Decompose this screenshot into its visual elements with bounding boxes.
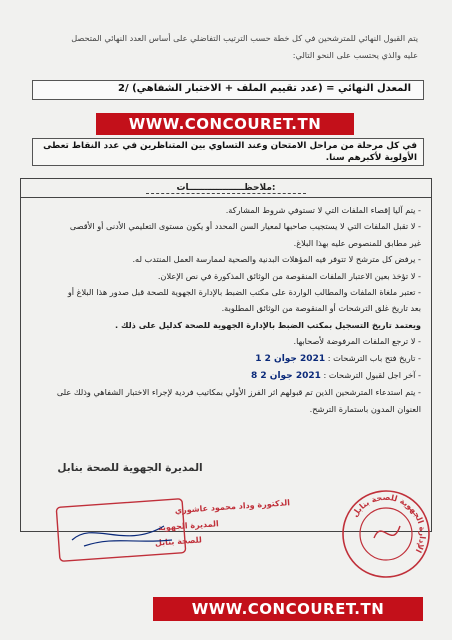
stamp-left-line-1: الدكتورة وداد محمود عاشوري [174,498,291,516]
intro-line-2: عليه والذي يحتسب على النحو التالي: [292,50,418,60]
official-stamp-left [54,498,291,560]
notes-heading-text: ملاحظــــــــــــــــــات: [146,183,305,194]
watermark-banner-bottom[interactable]: WWW.CONCOURET.TN [153,597,423,621]
stamp-left-line-2: المديرة الجهوية [157,519,220,533]
close-date-value: 2021 جوان 2 8 [250,371,321,382]
close-date-label: - آخر اجل لقبول الترشحات : [323,370,421,381]
stamp-right-ring-text: الإدارة الجهوية للصحة بنابل [350,492,428,555]
formula-box [32,80,424,100]
note-line: غير مطابق للمنصوص عليه بهذا البلاغ. [293,237,421,248]
watermark-banner-top[interactable]: WWW.CONCOURET.TN [96,113,354,135]
note-line-close-date [31,367,421,384]
intro-paragraph [38,30,418,64]
official-stamp-right [340,488,432,580]
note-line: - يتم استدعاء المترشحين الذين تم قبولهم اثر الفرز الأولي بمكاتيب فردية لإجراء الاختبار الشفاهي وذلك على [56,387,421,398]
intro-line-1: يتم القبول النهائي للمترشحين في كل خطة حسب الترتيب التفاضلي على أساس العدد النهائي المتحصل [71,33,418,43]
note-line: - يرفض كل مترشح لا تتوفر فيه المؤهلات البدنية والصحية لممارسة العمل المنتدب له. [132,254,421,265]
open-date-value: 2021 جوان 2 1 [255,353,326,364]
note-line: العنوان المدون باستمارة الترشح. [309,403,421,414]
note-line: بعد تاريخ غلق الترشحات أو المنقوصة من الوثائق المطلوبة. [221,303,421,314]
note-line: - لا تؤخذ بعين الاعتبار الملفات المنقوصة من الوثائق المذكورة في نص الإعلان. [157,270,421,281]
formula-text: المعدل النهائي = (عدد تقييم الملف + الاختبار الشفاهي) /2 [117,83,411,94]
note-line-open-date [31,350,421,367]
notes-list [21,198,431,417]
priority-box [32,138,424,166]
note-line: ويعتمد تاريخ التسجيل بمكتب الضبط بالإدارة الجهوية للصحة كدليل على ذلك . [115,319,421,330]
signature-title: المديرة الجهوية للصحة بنابل [57,462,203,474]
note-line: - لا تقبل الملفات التي لا يستجيب صاحبها لمعيار السن المحدد أو يكون مستوى التعليمي الأدنى أو الأقصى [69,221,421,232]
notes-heading [21,179,431,198]
note-line: - لا ترجع الملفات المرفوضة لأصحابها. [293,336,421,347]
stamp-left-line-3: للصحة بنابل [154,535,203,548]
note-line: - يتم آليا إقصاء الملفات التي لا تستوفي شروط المشاركة. [225,205,421,215]
open-date-label: - تاريخ فتح باب الترشحات : [327,352,421,363]
stamp-emblem-icon [374,526,400,538]
notes-box [20,178,432,532]
note-line: - تعتبر ملغاة الملفات والمطالب الواردة على مكتب الضبط بالإدارة الجهوية للصحة قبل صدور هذا البلاغ أو [67,287,421,298]
priority-text: في كل مرحلة من مراحل الامتحان وعند التساوي بين المتناظرين في عدد النقاط تعطى الأولوية لأكبرهم سنا. [43,141,417,163]
